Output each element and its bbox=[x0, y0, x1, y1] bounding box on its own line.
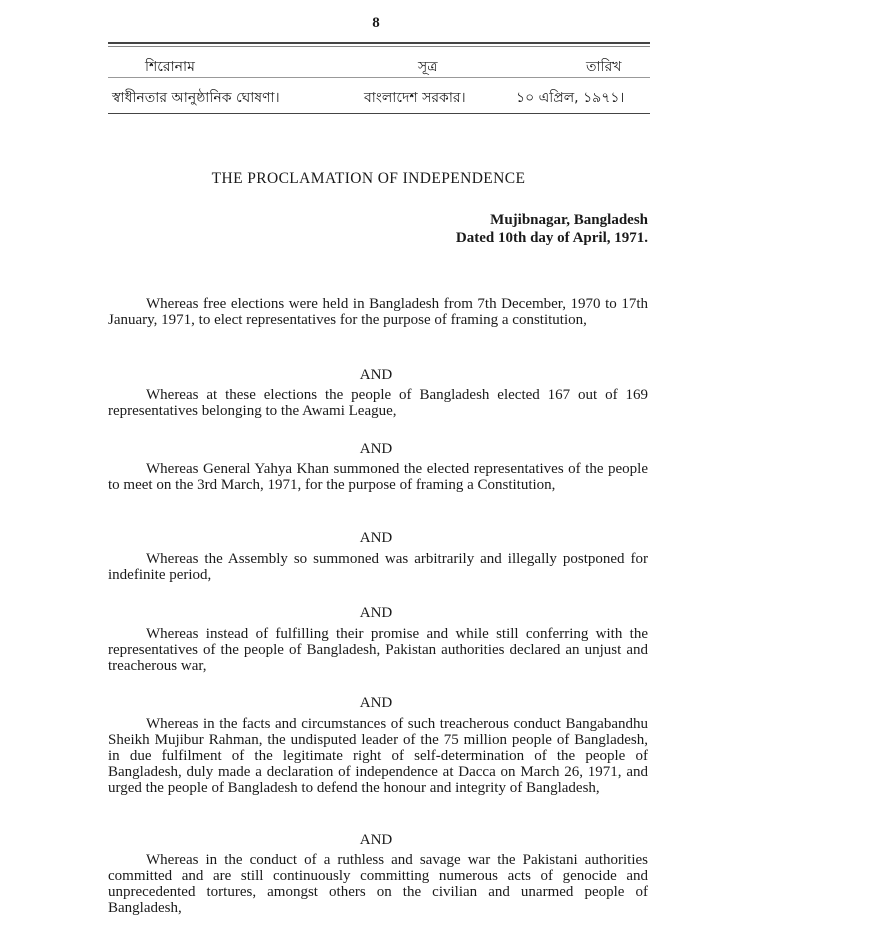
subject-value: স্বাধীনতার আনুষ্ঠানিক ঘোষণা। bbox=[112, 90, 280, 106]
document-place: Mujibnagar, Bangladesh bbox=[490, 212, 648, 228]
paragraph-5: Whereas instead of fulfilling their promise and while still conferring with the representatives of the people of Bangladesh, Pakistan authorities declared an unjust and treacherous war, bbox=[108, 626, 648, 674]
page-number: 8 bbox=[372, 15, 380, 31]
document-date: Dated 10th day of April, 1971. bbox=[455, 230, 648, 246]
paragraph-6: Whereas in the facts and circumstances of such treacherous conduct Bangabandhu Sheikh Mujibur Rahman, the undisputed leader of the 75 million people of Bangladesh, in due fulfilment of the legitimate right of self-determination of the people of Bangladesh, duly made a declaration of independence at Dacca on March 26, 1971, and urged the people of Bangladesh to defend the honour and integrity of Bangladesh, bbox=[108, 716, 648, 796]
subject-label: শিরোনাম bbox=[145, 59, 195, 75]
document-title: THE PROCLAMATION OF INDEPENDENCE bbox=[211, 170, 526, 187]
paragraph-4: Whereas the Assembly so summoned was arbitrarily and illegally postponed for indefinite period, bbox=[108, 551, 648, 583]
date-label: তারিখ bbox=[586, 59, 622, 75]
and-separator-6: AND bbox=[359, 832, 393, 848]
and-separator-5: AND bbox=[359, 695, 393, 711]
paragraph-7: Whereas in the conduct of a ruthless and savage war the Pakistani authorities committed and are still continuously committing numerous acts of genocide and unprecedented tortures, amongst others on the civilian and unarmed people of Bangladesh, bbox=[108, 852, 648, 916]
header-top-rule bbox=[108, 42, 650, 44]
and-separator-3: AND bbox=[359, 530, 393, 546]
and-separator-1: AND bbox=[359, 367, 393, 383]
header-middle-rule bbox=[108, 77, 650, 78]
and-separator-2: AND bbox=[359, 441, 393, 457]
paragraph-1: Whereas free elections were held in Bangladesh from 7th December, 1970 to 17th January, 1971, to elect representatives for the purpose of framing a constitution, bbox=[108, 296, 648, 328]
header-top-rule-thin bbox=[108, 46, 650, 47]
paragraph-3: Whereas General Yahya Khan summoned the elected representatives of the people to meet on the 3rd March, 1971, for the purpose of framing a Constitution, bbox=[108, 461, 648, 493]
source-value: বাংলাদেশ সরকার। bbox=[364, 90, 466, 106]
paragraph-2: Whereas at these elections the people of Bangladesh elected 167 out of 169 representatives belonging to the Awami League, bbox=[108, 387, 648, 419]
and-separator-4: AND bbox=[359, 605, 393, 621]
source-label: সূত্র bbox=[418, 59, 438, 75]
header-bottom-rule bbox=[108, 113, 650, 114]
date-value: ১০ এপ্রিল, ১৯৭১। bbox=[516, 90, 625, 106]
